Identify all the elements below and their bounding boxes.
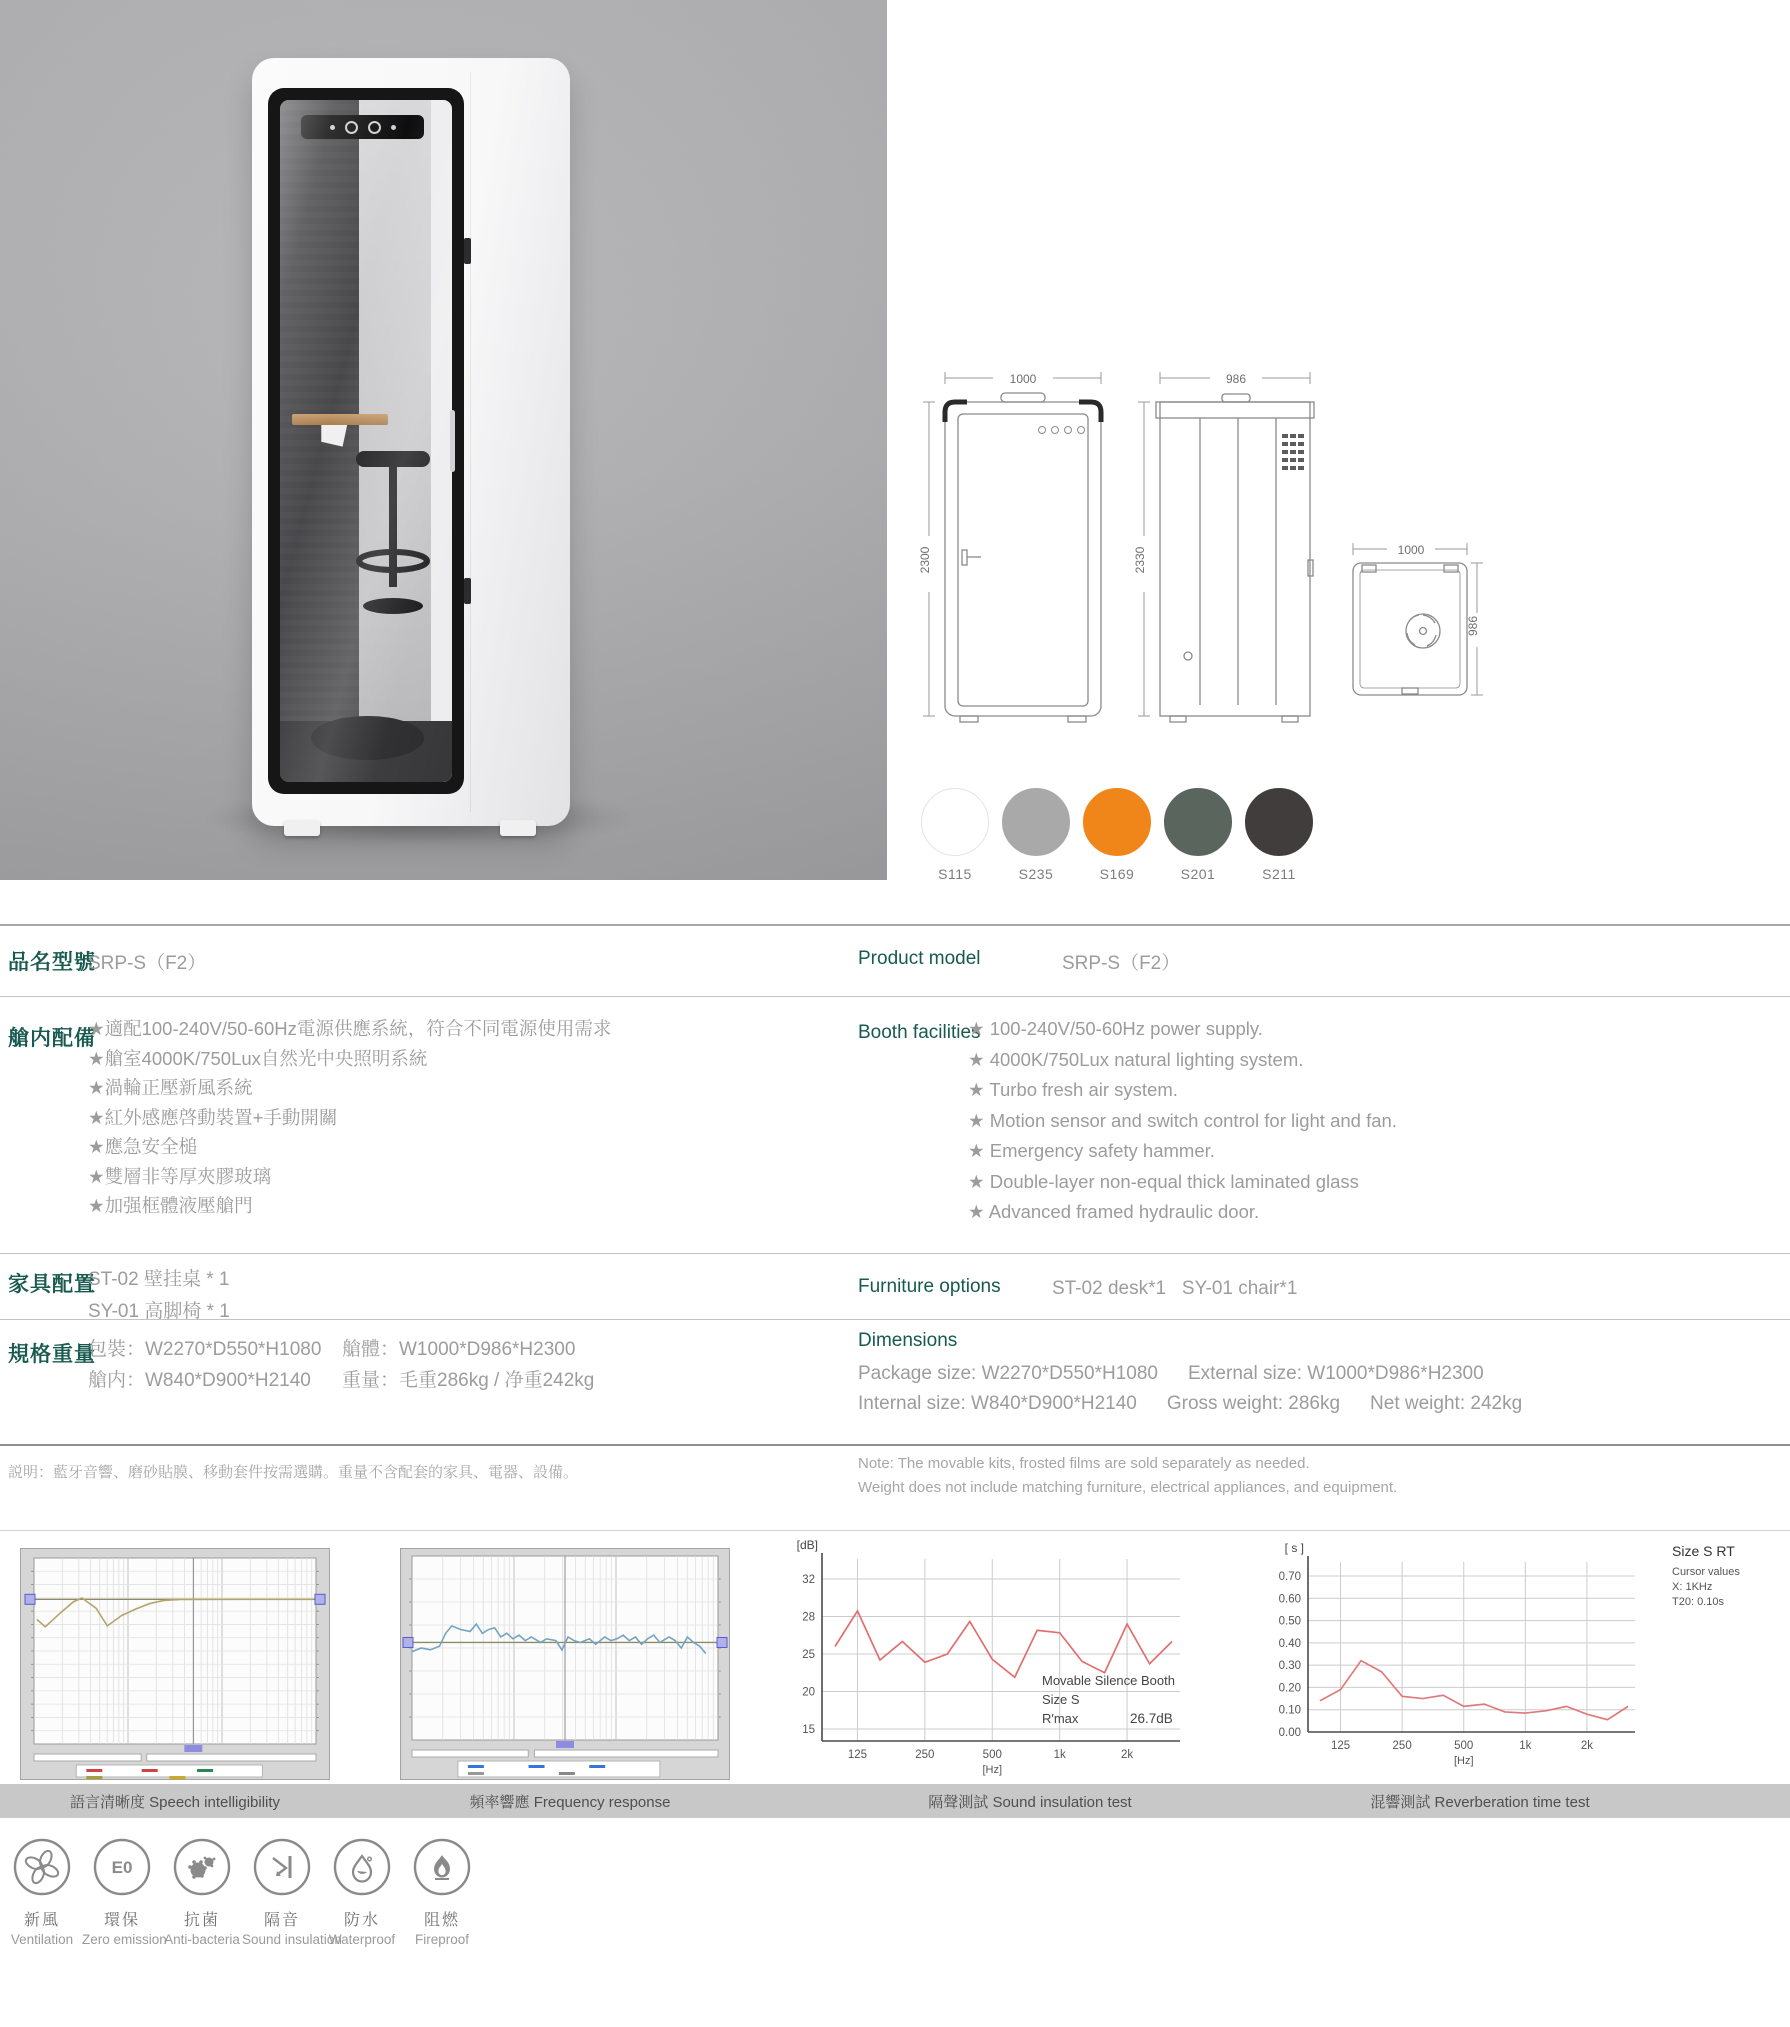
door-handle <box>450 410 455 472</box>
facility-item-en: ★ Motion sensor and switch control for light and fan. <box>968 1109 1397 1131</box>
booth-illustration <box>252 58 570 826</box>
swatch-S235 <box>1002 788 1070 882</box>
note-en-line1: Note: The movable kits, frosted films are sold separately as needed. <box>858 1455 1310 1472</box>
dims-label-en: Dimensions <box>858 1330 958 1351</box>
divider <box>0 924 1790 926</box>
svg-text:1k: 1k <box>1519 1740 1532 1752</box>
fan-icon <box>11 1836 73 1898</box>
facility-item-zh: ★雙層非等厚夾膠玻璃 <box>88 1165 272 1187</box>
top-view-drawing <box>1335 535 1495 725</box>
divider <box>0 996 1790 997</box>
reverberation-time-chart <box>1230 1528 1760 1780</box>
badge-label-zh: 防水 <box>343 1912 380 1929</box>
facility-item-zh: ★應急安全槌 <box>88 1136 198 1157</box>
facility-item-en: ★ Emergency safety hammer. <box>968 1140 1215 1161</box>
product-photo <box>0 0 887 880</box>
svg-text:25: 25 <box>802 1649 815 1661</box>
chart-caption: 混響測試 Reverberation time test <box>1370 1794 1590 1811</box>
booth-panel-seam <box>470 72 471 812</box>
front-view-drawing <box>915 360 1120 728</box>
booth-foot <box>284 820 320 836</box>
svg-text:0.10: 0.10 <box>1278 1704 1301 1717</box>
color-swatches <box>921 788 1313 882</box>
badge-label-en: Ventilation <box>10 1932 74 1947</box>
bacteria-icon <box>171 1836 233 1898</box>
svg-text:Cursor values: Cursor values <box>1672 1566 1740 1578</box>
door-hinge <box>464 238 471 264</box>
svg-text:Size S: Size S <box>1042 1692 1080 1707</box>
swatch-code: S201 <box>1180 866 1216 882</box>
swatch-S201 <box>1164 788 1232 882</box>
svg-text:125: 125 <box>1330 1740 1351 1752</box>
sound-insulation-chart <box>780 1533 1195 1780</box>
facility-item-zh: ★紅外感應啓動裝置+手動開關 <box>88 1106 338 1128</box>
svg-text:T20: 0.10s: T20: 0.10s <box>1672 1596 1724 1608</box>
svg-text:250: 250 <box>1392 1740 1412 1752</box>
dims-line2-en <box>858 1390 1522 1418</box>
dims-item-en: Internal size: W840*D900*H2140 <box>858 1393 1137 1414</box>
svg-text:X: 1KHz: X: 1KHz <box>1672 1581 1713 1593</box>
divider <box>0 1319 1790 1320</box>
svg-text:2k: 2k <box>1580 1740 1594 1752</box>
svg-text:0.30: 0.30 <box>1278 1660 1301 1673</box>
swatch-code: S211 <box>1262 866 1296 882</box>
badge-label-en: Anti-bacteria <box>164 1932 240 1947</box>
side-height-dim: 2330 <box>1133 546 1147 574</box>
svg-text:[ s ]: [ s ] <box>1284 1541 1304 1555</box>
swatch-code: S235 <box>1018 866 1054 882</box>
waterdrop-icon <box>331 1836 393 1898</box>
badge-label-en: Fireproof <box>414 1932 470 1947</box>
facilities-list-zh <box>88 1014 611 1221</box>
note-en <box>858 1452 1397 1500</box>
facility-item-zh: ★渦輪正壓新風系統 <box>88 1077 253 1098</box>
dims-item-en: Net weight: 242kg <box>1370 1393 1523 1414</box>
certification-badges <box>2 1836 482 1947</box>
swatch-S169 <box>1083 788 1151 882</box>
side-width-dim: 986 <box>1225 372 1247 386</box>
model-value-zh: SRP-S（F2） <box>88 953 207 974</box>
frequency-response-chart <box>400 1548 730 1780</box>
svg-text:26.7dB: 26.7dB <box>1130 1711 1173 1726</box>
swatch-S115 <box>921 788 989 882</box>
svg-text:0.20: 0.20 <box>1278 1682 1301 1695</box>
dims-cell-zh: 包裝：W2270*D550*H1080 <box>88 1339 322 1360</box>
svg-text:15: 15 <box>802 1724 815 1736</box>
divider <box>0 1253 1790 1254</box>
svg-text:[Hz]: [Hz] <box>982 1764 1003 1776</box>
facility-item-zh: ★艙室4000K/750Lux自然光中央照明系統 <box>88 1047 428 1069</box>
note-en-line2: Weight does not include matching furniture, electrical appliances, and equipment. <box>858 1479 1398 1496</box>
badge-label-zh: 抗菌 <box>183 1912 220 1929</box>
glass-reflection <box>280 100 452 782</box>
svg-text:E0: E0 <box>111 1858 133 1877</box>
badge-sound-insulation <box>242 1836 342 1947</box>
furniture-label-zh: 家具配置 <box>8 1273 96 1296</box>
dims-item-en: Gross weight: 286kg <box>1166 1393 1341 1414</box>
chart-caption: 語言清晰度 Speech intelligibility <box>69 1794 281 1811</box>
badge-flame <box>402 1836 482 1947</box>
furniture-list-zh <box>88 1264 230 1328</box>
facility-item-en: ★ 100-240V/50-60Hz power supply. <box>968 1018 1263 1039</box>
svg-text:250: 250 <box>915 1749 935 1761</box>
facilities-list-en <box>968 1014 1397 1228</box>
badge-label-zh: 阻燃 <box>423 1912 460 1929</box>
furniture-item-zh: ST-02 壁挂桌 * 1 <box>88 1269 230 1290</box>
svg-text:20: 20 <box>802 1686 815 1699</box>
e0-icon <box>91 1836 153 1898</box>
side-view-drawing <box>1130 360 1335 728</box>
dims-grid-zh <box>88 1334 594 1396</box>
svg-text:1k: 1k <box>1053 1749 1066 1761</box>
facility-item-en: ★ Advanced framed hydraulic door. <box>968 1201 1260 1222</box>
dims-item-en: External size: W1000*D986*H2300 <box>1187 1363 1484 1384</box>
badge-label-zh: 新風 <box>23 1912 60 1929</box>
svg-text:500: 500 <box>1454 1740 1474 1752</box>
dims-item-en: Package size: W2270*D550*H1080 <box>858 1363 1158 1384</box>
model-value-en: SRP-S（F2） <box>1062 953 1181 974</box>
swatch-color-S235 <box>1002 788 1070 856</box>
svg-text:32: 32 <box>802 1574 815 1586</box>
badge-label-en: Sound insulation <box>242 1932 342 1947</box>
badge-e0 <box>82 1836 167 1947</box>
svg-text:0.40: 0.40 <box>1278 1637 1301 1650</box>
swatch-code: S169 <box>1099 866 1135 882</box>
booth-glass <box>280 100 452 782</box>
swatch-color-S115 <box>921 788 989 856</box>
badge-waterdrop <box>322 1836 402 1947</box>
chart-caption: 隔聲測試 Sound insulation test <box>928 1794 1132 1811</box>
facility-item-zh: ★適配100-240V/50-60Hz電源供應系統，符合不同電源使用需求 <box>88 1018 612 1039</box>
facilities-label-zh: 艙内配備 <box>8 1027 96 1050</box>
badge-bacteria <box>162 1836 242 1947</box>
facilities-label-en: Booth facilities <box>858 1022 981 1043</box>
dims-cell-zh: 重量：毛重286kg / 净重242kg <box>342 1370 595 1391</box>
top-depth-dim: 986 <box>1466 615 1480 637</box>
front-height-dim: 2300 <box>918 546 932 574</box>
facility-item-en: ★ 4000K/750Lux natural lighting system. <box>968 1048 1304 1070</box>
sound-insulation-icon <box>251 1836 313 1898</box>
svg-text:Movable Silence Booth: Movable Silence Booth <box>1042 1673 1175 1688</box>
model-label-zh: 品名型號 <box>8 951 96 974</box>
speech-intelligibility-chart <box>20 1548 330 1780</box>
badge-fan <box>2 1836 82 1947</box>
svg-text:[Hz]: [Hz] <box>1453 1755 1474 1767</box>
swatch-color-S211 <box>1245 788 1313 856</box>
badge-label-zh: 隔音 <box>263 1912 300 1929</box>
swatch-color-S201 <box>1164 788 1232 856</box>
swatch-S211 <box>1245 788 1313 882</box>
swatch-code: S115 <box>938 866 972 882</box>
furniture-item-zh: SY-01 高脚椅 * 1 <box>88 1301 230 1322</box>
svg-text:125: 125 <box>847 1749 868 1761</box>
divider <box>0 1444 1790 1446</box>
dims-cell-zh: 艙體：W1000*D986*H2300 <box>342 1339 576 1360</box>
booth-door-frame <box>268 88 464 794</box>
facility-item-en: ★ Turbo fresh air system. <box>968 1079 1178 1100</box>
svg-text:0.60: 0.60 <box>1278 1593 1301 1606</box>
furniture-value-en: ST-02 desk*1 SY-01 chair*1 <box>1052 1278 1298 1299</box>
front-width-dim: 1000 <box>1009 372 1037 386</box>
svg-text:500: 500 <box>982 1749 1002 1761</box>
badge-label-zh: 環保 <box>103 1912 140 1929</box>
facility-item-en: ★ Double-layer non-equal thick laminated glass <box>968 1170 1359 1192</box>
svg-text:2k: 2k <box>1120 1749 1134 1761</box>
badge-label-en: Zero emission <box>82 1932 167 1947</box>
dims-label-zh: 規格重量 <box>8 1343 96 1366</box>
svg-text:[dB]: [dB] <box>796 1538 818 1552</box>
dims-line1-en <box>858 1360 1484 1388</box>
flame-icon <box>411 1836 473 1898</box>
door-hinge <box>464 578 471 604</box>
svg-text:R′max: R′max <box>1042 1711 1079 1726</box>
svg-text:28: 28 <box>802 1611 815 1624</box>
svg-text:Size S RT: Size S RT <box>1672 1543 1735 1559</box>
badge-label-en: Waterproof <box>328 1932 396 1947</box>
chart-caption: 頻率響應 Frequency response <box>469 1794 671 1811</box>
furniture-label-en: Furniture options <box>858 1276 1001 1297</box>
chart-caption-band <box>0 1784 1790 1818</box>
model-label-en: Product model <box>858 948 981 969</box>
svg-text:0.00: 0.00 <box>1278 1727 1301 1739</box>
facility-item-zh: ★加强框體液壓艙門 <box>88 1195 253 1216</box>
svg-text:0.70: 0.70 <box>1278 1571 1301 1583</box>
top-width-dim: 1000 <box>1397 543 1425 557</box>
swatch-color-S169 <box>1083 788 1151 856</box>
svg-text:0.50: 0.50 <box>1278 1615 1301 1628</box>
dims-cell-zh: 艙内：W840*D900*H2140 <box>88 1370 311 1391</box>
note-zh: 説明：藍牙音響、磨砂貼膜、移動套件按需選購。重量不含配套的家具、電器、設備。 <box>8 1464 579 1481</box>
booth-foot <box>500 820 536 836</box>
